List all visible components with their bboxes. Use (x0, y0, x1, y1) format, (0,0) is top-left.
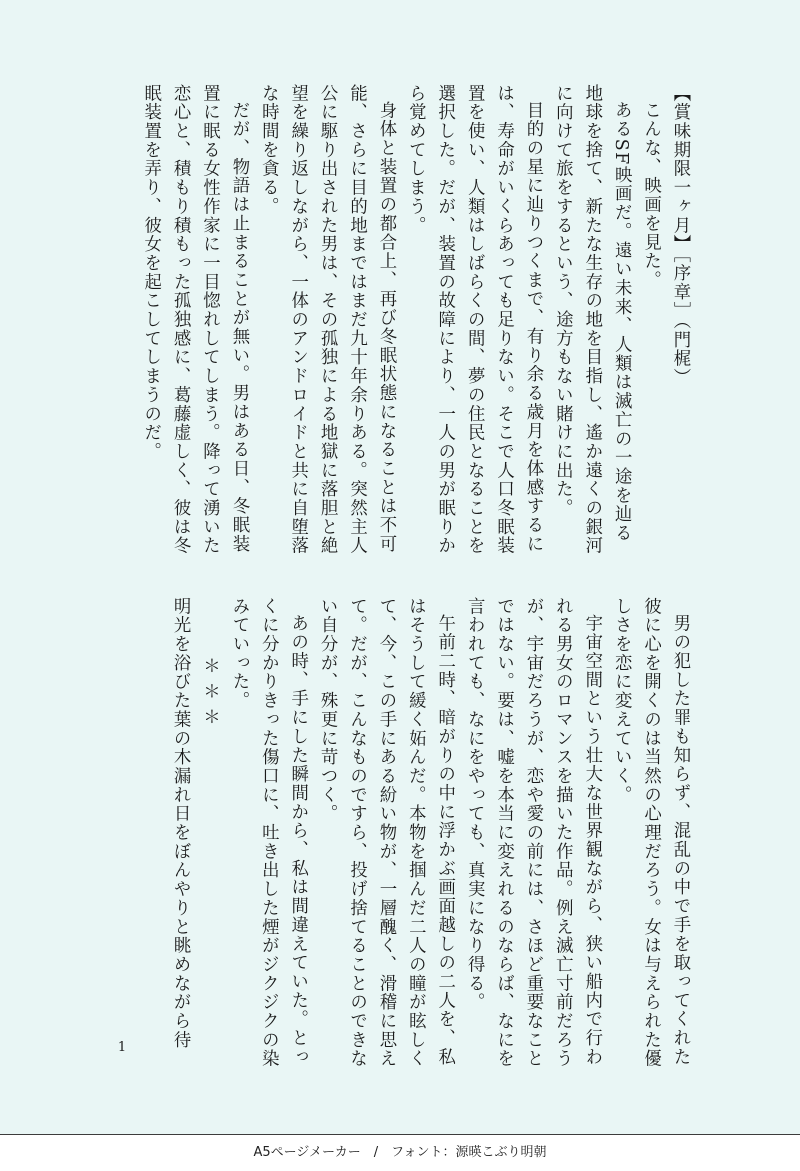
text-line: 宇宙空間という壮大な世界観ながら、狭い船内で行わ (581, 614, 602, 1067)
text-line: 公に駆り出された男は、その孤独による地獄に落胆と絶 (317, 84, 338, 556)
text-line: 言われても、なにをやっても、真実になり得る。 (464, 597, 485, 1012)
lower-text-block (165, 597, 694, 1069)
text-line: くに分かりきった傷口に、吐き出した煙がジクジクの染 (258, 597, 279, 1069)
text-line: 能、さらに目的地まではまだ九十年余りある。突然主人 (346, 84, 367, 556)
text-line: 置を使い、人類はしばらくの間、夢の住民となることを (464, 84, 485, 556)
text-line: 地球を捨て、新たな生存の地を目指し、遙か遠くの銀河 (581, 84, 602, 556)
section-break: ＊＊＊ (199, 657, 220, 734)
text-line: こんな、映画を見た。 (640, 101, 661, 290)
text-line: 恋心と、積もり積もった孤独感に、葛藤虚しく、彼は冬 (170, 84, 191, 556)
page-number: 1 (117, 1040, 127, 1055)
text-line: は、寿命がいくらあっても足りない。そこで人口冬眠装 (493, 84, 514, 556)
text-line: 身体と装置の都合上、再び冬眠状態になることは不可 (375, 101, 396, 554)
text-line: ではない。要は、嘘を本当に変えれるのならば、なにを (493, 597, 514, 1069)
text-line: が、宇宙だろうが、恋や愛の前には、さほど重要なこと (522, 597, 543, 1069)
text-line: 選択した。だが、装置の故障により、一人の男が眠りか (434, 84, 455, 556)
text-line: しさを恋に変えていく。 (611, 597, 632, 805)
text-line: 置に眠る女性作家に一目惚れしてしまう。降って湧いた (199, 84, 220, 556)
text-line: 明光を浴びた葉の木漏れ日をぼんやりと眺めながら待 (170, 597, 191, 1050)
footer-credit: A5ページメーカー / フォント：源暎こぶり明朝 (253, 1145, 547, 1160)
text-line: だが、物語は止まることが無い。男はある日、冬眠装 (228, 101, 249, 554)
text-line: はそうして緩く妬んだ。本物を掴んだ二人の瞳が眩しく (405, 597, 426, 1069)
text-line: あるSF映画だ。遠い未来、人類は滅亡の一途を辿る (611, 101, 632, 543)
text-line: 午前二時、暗がりの中に浮かぶ画面越しの二人を、私 (434, 614, 455, 1067)
text-line: て。だが、こんなものですら、投げ捨てることのできな (346, 597, 367, 1069)
chapter-heading: 【賞味期限一ヶ月】［序章］（門梶） (670, 84, 690, 388)
text-line: て、今、この手にある紛い物が、一層醜く、滑稽に思え (375, 597, 396, 1069)
text-line: 望を繰り返しながら、一体のアンドロイドと共に自堕落 (287, 84, 308, 556)
text-line: 眠装置を弄り、彼女を起こしてしまうのだ。 (140, 84, 161, 461)
text-line: い自分が、殊更に苛つく。 (317, 597, 338, 824)
upper-text-block (135, 84, 694, 556)
text-line: あの時、手にした瞬間から、私は間違えていた。とっ (287, 614, 308, 1067)
text-line: な時間を貪る。 (258, 84, 279, 216)
text-line: れる男女のロマンスを描いた作品。例え滅亡寸前だろう (552, 597, 573, 1069)
text-line: ら覚めてしまう。 (405, 84, 426, 235)
text-line: 男の犯した罪も知らず、混乱の中で手を取ってくれた (670, 614, 690, 1067)
text-line: 彼に心を開くのは当然の心理だろう。女は与えられた優 (640, 597, 661, 1069)
text-line: 目的の星に辿りつくまで、有り余る歳月を体感するに (522, 101, 543, 554)
text-line: に向けて旅をするという、途方もない賭けに出た。 (552, 84, 573, 518)
text-line: みていった。 (228, 597, 249, 711)
